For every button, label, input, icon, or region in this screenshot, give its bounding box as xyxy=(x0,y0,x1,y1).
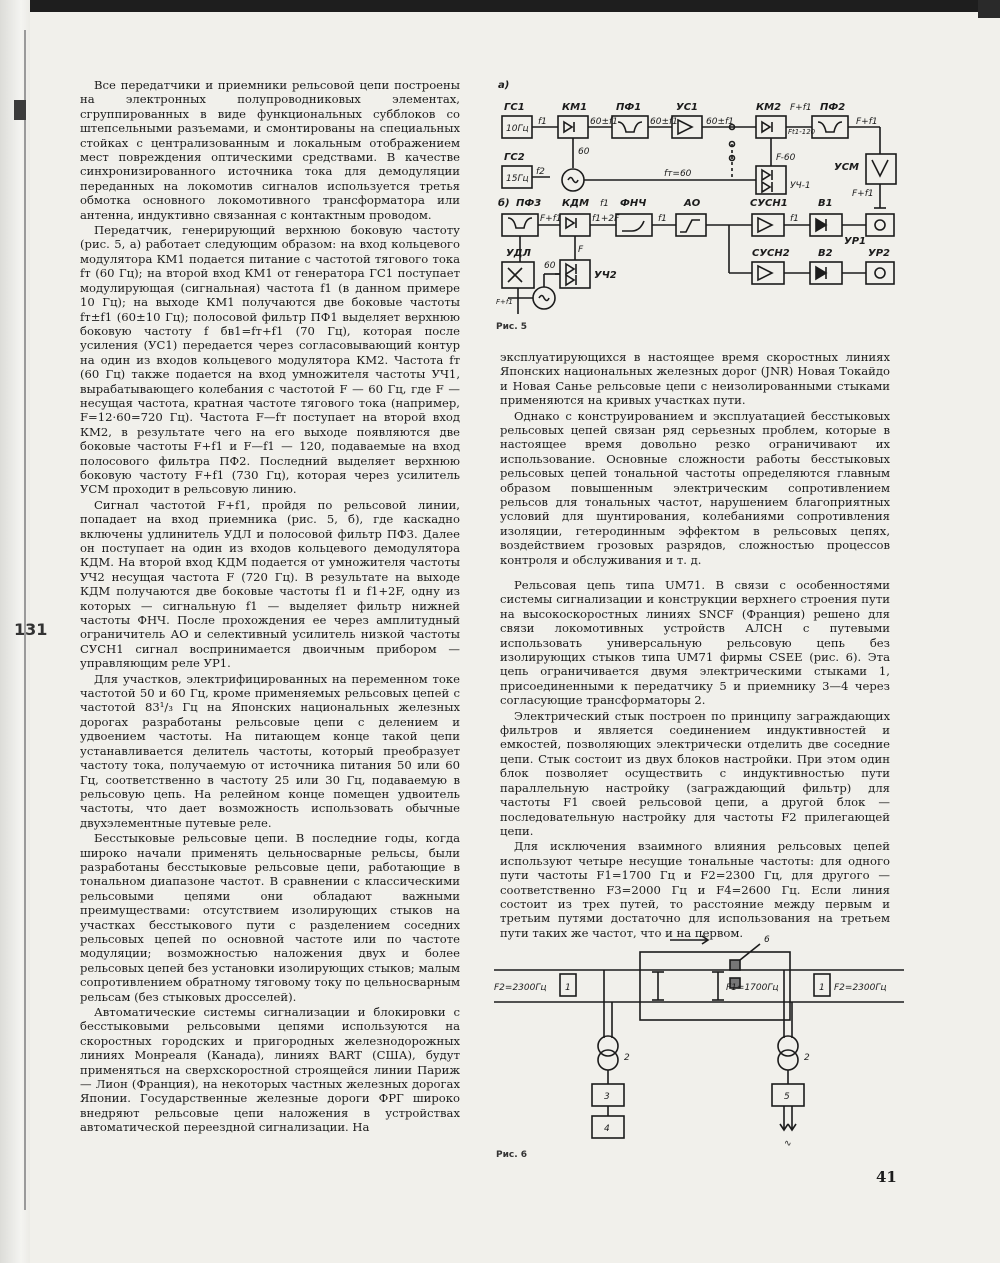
susn2-block xyxy=(752,262,784,284)
fig5-label: f1+2F xyxy=(592,214,620,224)
uch1-block xyxy=(756,166,786,194)
fig5-label: КМ2 xyxy=(756,102,782,113)
page-number: 41 xyxy=(876,1168,897,1186)
fig5-label: f1 xyxy=(658,214,667,224)
fig5-label: ФНЧ xyxy=(620,198,647,209)
fig5-label: 60±f1 xyxy=(706,117,734,127)
fig5-label: f1 xyxy=(790,214,799,224)
fig5-label: 60 xyxy=(544,261,556,271)
fig5-label: УСМ xyxy=(834,162,859,173)
figure-5-block-diagram xyxy=(494,78,914,322)
fig5-label: УДЛ xyxy=(506,248,531,259)
fig5-label: КМ1 xyxy=(562,102,588,113)
figure-6-circuit-diagram xyxy=(494,930,914,1152)
fig5-label: ПФ1 xyxy=(616,102,642,113)
fig5-label: УЧ2 xyxy=(594,270,617,281)
pf3-block xyxy=(502,214,538,236)
fig6-label: 2 xyxy=(624,1053,630,1063)
fig6-label: 1 xyxy=(565,983,571,993)
fig5-label: КДМ xyxy=(562,198,590,209)
fig5-label: СУСН2 xyxy=(752,248,790,259)
figure-5-caption: Рис. 5 xyxy=(496,322,528,332)
fig6-label: ∿ xyxy=(784,1139,792,1149)
fig6-label: 4 xyxy=(604,1124,610,1134)
paragraph: Для участков, электрифицированных на переменном токе частотой 50 и 60 Гц, кроме применяемых рельсовых цепей с частотой 83¹/₃ Гц на Японских национальных железных дорогах разработаны рельсовые цепи с делением и удвоением частоты. На питающем конце такой цепи устанавливается делитель частоты, который преобразует частоту тока, получаемую от источника питания 50 или 60 Гц, соответственно в частоту 25 или 30 Гц, подаваемую в рельсовую цепь. На релейном конце помещен удвоитель частоты, что дает возможность использовать обычные двухэлементные путевые реле. xyxy=(80,671,460,830)
spine-mark xyxy=(14,100,26,120)
fig6-label: 3 xyxy=(604,1092,610,1102)
spine-number: 131 xyxy=(14,620,48,639)
fig5-label: Ft1-120 xyxy=(788,128,816,136)
fig5-label: 60 xyxy=(578,147,590,157)
fig5-label: В2 xyxy=(818,248,833,259)
fig5-label: УР2 xyxy=(868,248,890,259)
fig5-label: 60±f1 xyxy=(590,117,618,127)
paragraph: Передатчик, генерирующий верхнюю боковую частоту (рис. 5, а) работает следующим образом: на вход кольцевого модулятора КМ1 подается питание с частотой тягового тока fт (60 Гц); на второй вход КМ1 от генератора ГС1 поступает модулирующая (сигнальная) частота f1 (в данном примере 10 Гц); на выходе КМ1 получаются две боковые частоты fт±f1 (60±10 Гц); полосовой фильтр ПФ1 выделяет верхнюю боковую частоту f бв1=fт+f1 (70 Гц), которая после усиления (УС1) передается через согласовывающий контур на один из входов кольцевого модулятора КМ2. Частота fт (60 Гц) также подается на вход умножителя частоты УЧ1, вырабатывающего колебания с частотой F — 60 Гц, где F — несущая частота, кратная частоте тягового тока (например, F=12·60=720 Гц). Частота F—fт поступает на второй вход КМ2, в результате чего на его выходе появляются две боковые частоты F+f1 и F—f1 — 120, подаваемые на вход полосового фильтра ПФ2. Последний выделяет верхнюю боковую частоту F+f1 (730 Гц), которая через усилитель УСМ проходит в рельсовую линию. xyxy=(80,223,460,497)
paragraph: Автоматические системы сигнализации и блокировки с бесстыковыми рельсовыми цепями используются на скоростных городских и пригородных железнодорожных линиях Монреаля (Канада), линиях BART (США), будут применяться на сверхскоростной строящейся линии Париж — Лион (Франция), на некоторых частных железных дорогах Японии. Государственные железные дороги ФРГ широко внедряют рельсовые цепи наложения в устройствах автоматической переездной сигнализации. На xyxy=(80,1005,460,1135)
fig5-label: УС1 xyxy=(676,102,699,113)
susn1-block xyxy=(752,214,784,236)
fig5-label: F+f1 xyxy=(540,214,562,224)
fig6-label: 6 xyxy=(764,935,770,945)
fig5-label: АО xyxy=(684,198,701,209)
fig5-label: 60±f1 xyxy=(650,117,678,127)
paragraph: Сигнал частотой F+f1, пройдя по рельсовой линии, попадает на вход приемника (рис. 5, б), где каскадно включены удлинитель УДЛ и полосовой фильтр ПФ3. Далее он поступает на один из входов кольцевого демодулятора КДМ. На второй вход КДМ подается от умножителя частоты УЧ2 несущая частота F (720 Гц). В результате на выходе КДМ получаются две боковые частоты f1 и f1+2F, одну из которых — сигнальную f1 — выделяет фильтр нижней частоты ФНЧ. После прохождения ее через амплитудный ограничитель АО и селективный усилитель низкой частоты СУСН1 сигнал воспринимается двоичным прибором — управляющим реле УР1. xyxy=(80,497,460,671)
fig5-label: 15Гц xyxy=(506,174,529,184)
figure-6-caption: Рис. 6 xyxy=(496,1150,528,1160)
fig5-label: F+f1 xyxy=(790,103,812,113)
fig5-label: В1 xyxy=(818,198,833,209)
fig6-label: 1 xyxy=(819,983,825,993)
pf2-block xyxy=(812,116,848,138)
fig5-label: fт=60 xyxy=(664,169,692,179)
fig6-label: 2 xyxy=(804,1053,810,1063)
udl-block xyxy=(502,262,534,288)
fig5-label: f1 xyxy=(538,117,547,127)
fig5-label: F+f1 xyxy=(496,298,513,306)
uch2-block xyxy=(560,260,590,288)
text-column-left xyxy=(80,78,460,1136)
fig5-label: f2 xyxy=(536,167,545,177)
fnch-block xyxy=(616,214,652,236)
fig5-label: F xyxy=(578,245,584,255)
paragraph: Рельсовая цепь типа UM71. В связи с особенностями системы сигнализации и конструкции верхнего строения пути на высокоскоростных линиях SNCF (Франция) решено для связи локомотивных устройств АЛСН с путевыми использовать универсальную рельсовую цепь без изолирующих стыков типа UM71 фирмы CSEE (рис. 6). Эта цепь ограничивается двумя электрическими стыками 1, присоединенными к передатчику 5 и приемнику 3—4 через согласующие трансформаторы 2. xyxy=(500,578,890,708)
kdm-block xyxy=(560,214,590,236)
text-column-right-bottom xyxy=(500,578,890,941)
fig5-label: F+f1 xyxy=(852,189,874,199)
paragraph: Бесстыковые рельсовые цепи. В последние годы, когда широко начали применять цельносварные рельсы, были разработаны бесстыковые рельсовые цепи, работающие в тональном диапазоне частот. В сравнении с классическими рельсовыми цепями они обладают важными преимуществами: отсутствием изолирующих стыков на участках бесстыкового пути с разделением соседних рельсовых цепей по основной частоте или по частоте модуляции; возможностью наложения двух и более рельсовых цепей без установки изолирующих стыков; малым сопротивлением обратному тяговому току по цельносварным рельсам (без стыковых дросселей). xyxy=(80,831,460,1004)
fig5-part-a: а) xyxy=(498,80,510,91)
paragraph: эксплуатирующихся в настоящее время скоростных линиях Японских национальных железных дорог (JNR) Новая Токайдо и Новая Санье рельсовые цепи с неизолированными стыками применяются на кривых участках пути. xyxy=(500,350,890,408)
fig5-label: F-60 xyxy=(776,153,796,163)
fig5-label: ПФ2 xyxy=(820,102,846,113)
fig5-label: УР1 xyxy=(844,236,866,247)
fig5-label: 10Гц xyxy=(506,124,529,134)
top-edge-bar xyxy=(30,0,985,12)
paragraph: Электрический стык построен по принципу заграждающих фильтров и является соединением индуктивностей и емкостей, позволяющих электрически отделить две соседние цепи. Стык состоит из двух блоков настройки. При этом один блок позволяет осуществить с индуктивностью пути параллельную настройку (заграждающий фильтр) для частоты F1 своей рельсовой цепи, а другой блок — последовательную настройку для частоты F2 прилегающей цепи. xyxy=(500,708,890,838)
paragraph: Однако с конструированием и эксплуатацией бесстыковых рельсовых цепей связан ряд серьезных проблем, которые в настоящее время довольно резко ограничивают их использование. Основные сложности работы бесстыковых рельсовых цепей тональной частоты определяются главным образом повышенным электрическим сопротивлением рельсов для тональных частот, нарушением благоприятных условий для шунтирования, колебаниями сопротивления изоляции, гетеродинным эффектом в рельсовых цепях, воздействием грозовых разрядов, сложностью процессов контроля и обслуживания и т. д. xyxy=(500,408,890,567)
fig5-label: F+f1 xyxy=(856,117,878,127)
ur2-block xyxy=(866,262,894,284)
fig5-label: СУСН1 xyxy=(750,198,788,209)
ur1-block xyxy=(866,214,894,236)
usm-block xyxy=(866,154,896,184)
paragraph: Для исключения взаимного влияния рельсовых цепей используют четыре несущие тональные частоты: для одного пути частоты F1=1700 Гц и F2=2300 Гц, для другого — соответственно F3=2000 Гц и F4=2600 Гц. Если линия состоит из трех путей, то расстояние между первым и третьим путями достаточно для использования на третьем пути таких же частот, что и на первом. xyxy=(500,839,890,940)
fig5-part-b: б) xyxy=(498,198,510,209)
fig6-label: F1=1700Гц xyxy=(726,983,779,993)
fig5-label: f1 xyxy=(600,199,609,209)
fig5-label: ПФ3 xyxy=(516,198,542,209)
fig6-label: 5 xyxy=(784,1092,790,1102)
text-column-right-top xyxy=(500,350,890,568)
fig5-label: ГС1 xyxy=(504,102,525,113)
fig6-label: F2=2300Гц xyxy=(494,983,547,993)
paragraph: Все передатчики и приемники рельсовой цепи построены на электронных полупроводниковых элементах, сгруппированных в виде функциональных субблоков со штепсельными разъемами, и смонтированы на специальных стойках с централизованным и локальным отображением мест повреждения оптическими средствами. В качестве синхронизированного источника тока для демодуляции переданных на локомотив сигналов используется третья обмотка основного локомотивного трансформатора или антенна, индуктивно связанная с контактным проводом. xyxy=(80,78,460,222)
fig5-label: ГС2 xyxy=(504,152,525,163)
top-corner-shadow xyxy=(978,0,1000,18)
fig5-label: УЧ-1 xyxy=(790,181,811,191)
fig6-label: F2=2300Гц xyxy=(834,983,887,993)
